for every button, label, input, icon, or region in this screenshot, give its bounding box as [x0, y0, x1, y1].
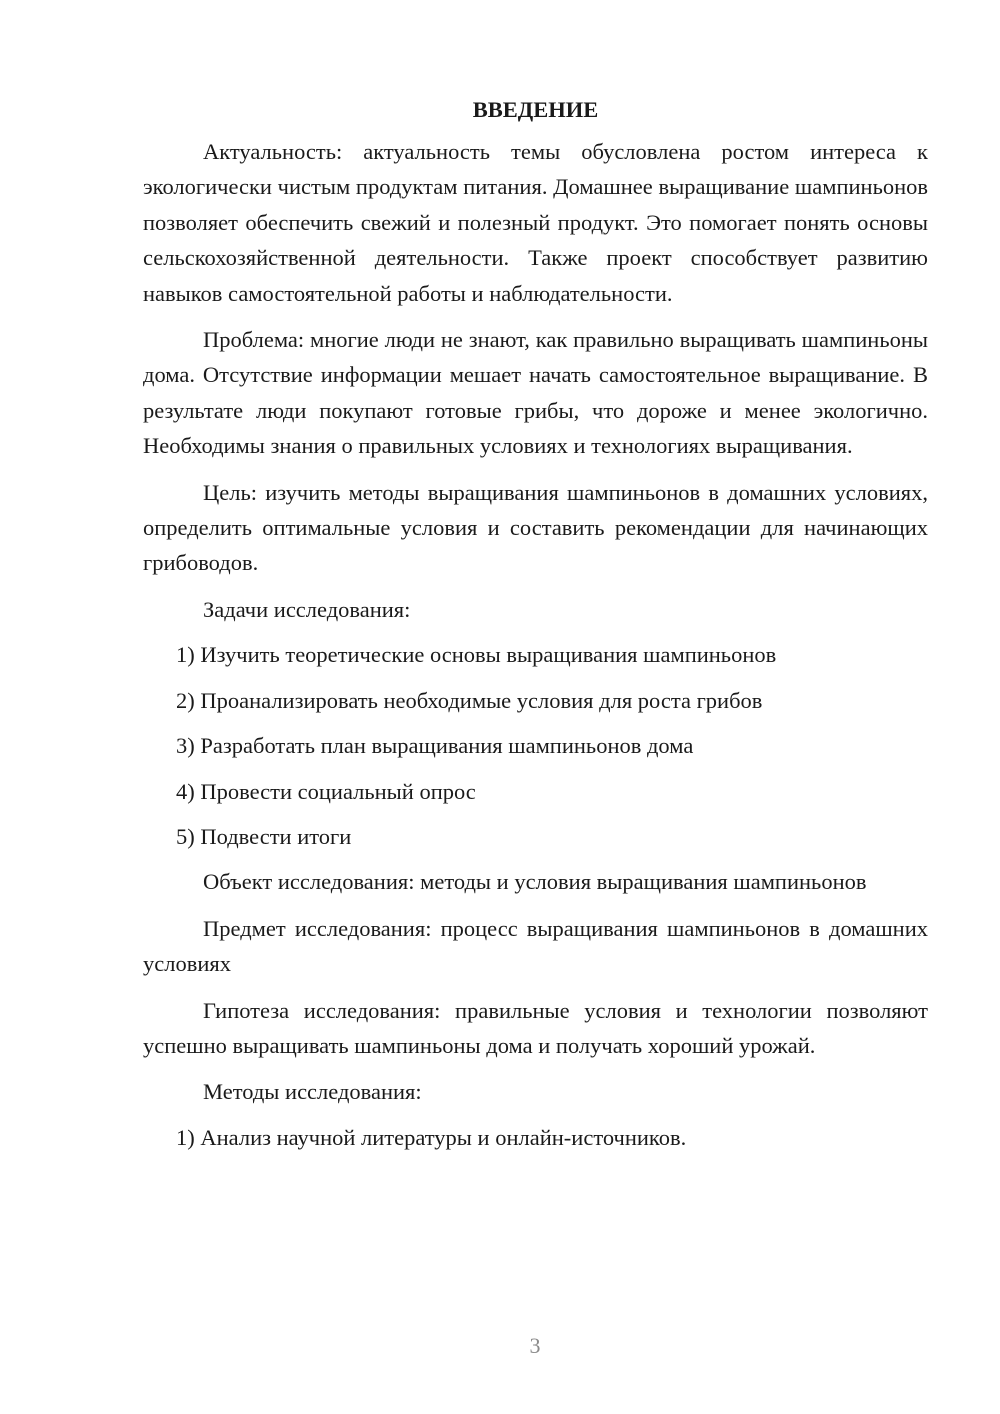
list-item: 1) Изучить теоретические основы выращивания шампиньонов — [176, 642, 777, 668]
problem-paragraph: Проблема: многие люди не знают, как правильно выращивать шампиньоны дома. Отсутствие информации мешает начать самостоятельное выращивание. В результате люди покупают готовые грибы, что дороже и менее экологично. Необходимы знания о правильных условиях и технологиях выращивания. — [143, 327, 928, 459]
list-item: 5) Подвести итоги — [176, 823, 352, 849]
list-item: 4) Провести социальный опрос — [176, 778, 476, 804]
section-title: ВВЕДЕНИЕ — [472, 97, 599, 122]
list-item: 1) Анализ научной литературы и онлайн-источников. — [176, 1124, 687, 1150]
list-item: 2) Проанализировать необходимые условия для роста грибов — [176, 687, 763, 713]
list-item: 3) Разработать план выращивания шампиньонов дома — [176, 733, 694, 759]
page-content — [143, 92, 928, 1155]
hypothesis-paragraph: Гипотеза исследования: правильные условия и технологии позволяют успешно выращивать шампиньоны дома и получать хороший урожай. — [143, 997, 928, 1058]
goal-paragraph: Цель: изучить методы выращивания шампиньонов в домашних условиях, определить оптимальные условия и составить рекомендации для начинающих грибоводов. — [143, 479, 928, 576]
methods-list — [143, 1120, 928, 1155]
tasks-heading: Задачи исследования: — [203, 596, 411, 622]
page-number: 3 — [529, 1333, 541, 1358]
subject-paragraph: Предмет исследования: процесс выращивания шампиньонов в домашних условиях — [143, 915, 928, 977]
relevance-paragraph: Актуальность: актуальность темы обусловлена ростом интереса к экологически чистым продуктам питания. Домашнее выращивание шампиньонов позволяет обеспечить свежий и полезный продукт. Это помогает понять основы сельскохозяйственной деятельности. Также проект способствует развитию навыков самостоятельной работы и наблюдательности. — [143, 139, 928, 306]
object-paragraph: Объект исследования: методы и условия выращивания шампиньонов — [203, 869, 867, 895]
methods-heading: Методы исследования: — [203, 1079, 422, 1105]
tasks-list — [143, 637, 928, 854]
